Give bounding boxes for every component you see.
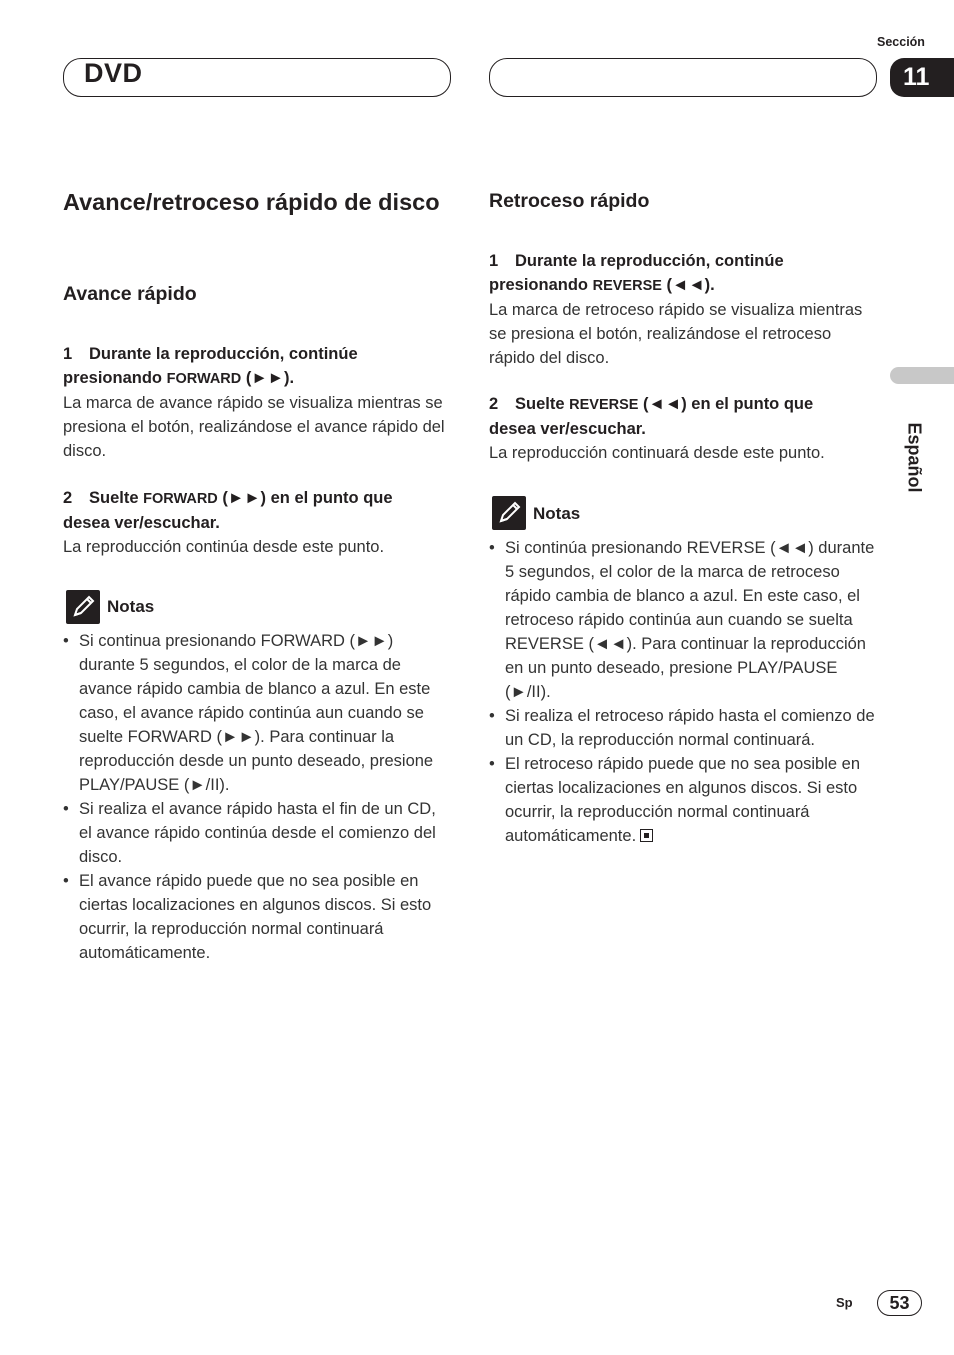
language-label: Español: [904, 422, 925, 493]
step-body: La reproducción continúa desde este punto.: [63, 538, 385, 556]
note-item: • Si continúa presionando REVERSE (◄◄) durante 5 segundos, el color de la marca de retroceso rápido cambia de blanco a azul. En este caso, el retroceso rápido continúa aun cuando se suelta REVERSE (◄◄). Para continuar la reproducción en un punto deseado, presione PLAY/PAUSE (►/II).: [489, 536, 879, 704]
subheading-fast-reverse: Retroceso rápido: [489, 190, 650, 212]
page-heading: Avance/retroceso rápido de disco: [63, 189, 440, 215]
header-empty-frame: [489, 58, 877, 97]
rev-step-2: [489, 392, 864, 465]
page-number: 53: [877, 1290, 922, 1316]
section-label: Sección: [877, 35, 925, 49]
end-of-section-icon: [640, 829, 653, 842]
notes-title: Notas: [533, 504, 581, 523]
step-lead: Durante la reproducción, continúe presionando: [489, 252, 784, 294]
section-number-badge: 11: [890, 58, 954, 97]
note-text: El retroceso rápido puede que no sea posible en ciertas localizaciones en algunos discos. Si esto ocurrir, la reproducción normal continuará automáticamente.: [505, 755, 860, 845]
note-item: • Si realiza el avance rápido hasta el fin de un CD, el avance rápido continúa desde el comienzo del disco.: [63, 797, 448, 869]
step-body: La marca de retroceso rápido se visualiza mientras se presiona el botón, realizándose el retroceso rápido del disco.: [489, 301, 863, 367]
button-name: REVERSE: [569, 397, 639, 413]
step-body: La marca de avance rápido se visualiza mientras se presiona el botón, realizándose el avance rápido del disco.: [63, 394, 445, 460]
note-item: • El avance rápido puede que no sea posible en ciertas localizaciones en algunos discos. Si esto ocurrir, la reproducción normal continuará automáticamente.: [63, 869, 448, 965]
step-lead: Durante la reproducción, continúe presionando: [63, 345, 358, 387]
step-number: 1: [489, 252, 499, 270]
step-number: 1: [63, 345, 73, 363]
subheading-fast-forward: Avance rápido: [63, 283, 197, 305]
header-title: DVD: [84, 58, 143, 88]
notes-list: [489, 536, 879, 848]
note-item: [489, 752, 879, 848]
notes-list: [63, 629, 448, 965]
note-item: • Si realiza el retroceso rápido hasta el comienzo de un CD, la reproducción normal continuará.: [489, 704, 879, 752]
note-item: • Si continua presionando FORWARD (►►) durante 5 segundos, el color de la marca de avance rápido cambia de blanco a azul. En este caso, el avance rápido continúa aun cuando se suelte FORWARD (►►). Para continuar la reproducción desde un punto deseado, presione PLAY/PAUSE (►/II).: [63, 629, 448, 797]
step-number: 2: [63, 489, 73, 507]
ff-step-1: [63, 342, 453, 463]
notes-pencil-icon: [492, 496, 526, 530]
notes-pencil-icon: [66, 590, 100, 624]
notes-title: Notas: [107, 597, 155, 616]
footer-lang-code: Sp: [836, 1295, 853, 1310]
button-glyph: (◄◄).: [666, 276, 715, 294]
step-lead-rest: (◄◄) en el punto que desea ver/escuchar.: [489, 395, 814, 438]
step-lead-rest: (►►) en el punto que desea ver/escuchar.: [63, 489, 393, 532]
step-body: La reproducción continuará desde este punto.: [489, 444, 825, 462]
step-lead: Suelte: [515, 395, 565, 413]
step-number: 2: [489, 395, 499, 413]
ff-step-2: [63, 486, 433, 559]
button-name: FORWARD: [166, 371, 242, 387]
step-lead: Suelte: [89, 489, 139, 507]
header-title-frame: [63, 58, 451, 97]
button-name: FORWARD: [143, 491, 218, 507]
button-name: REVERSE: [592, 278, 662, 294]
language-tab: [890, 367, 954, 384]
rev-step-1: [489, 249, 879, 370]
button-glyph: (►►).: [245, 369, 295, 387]
